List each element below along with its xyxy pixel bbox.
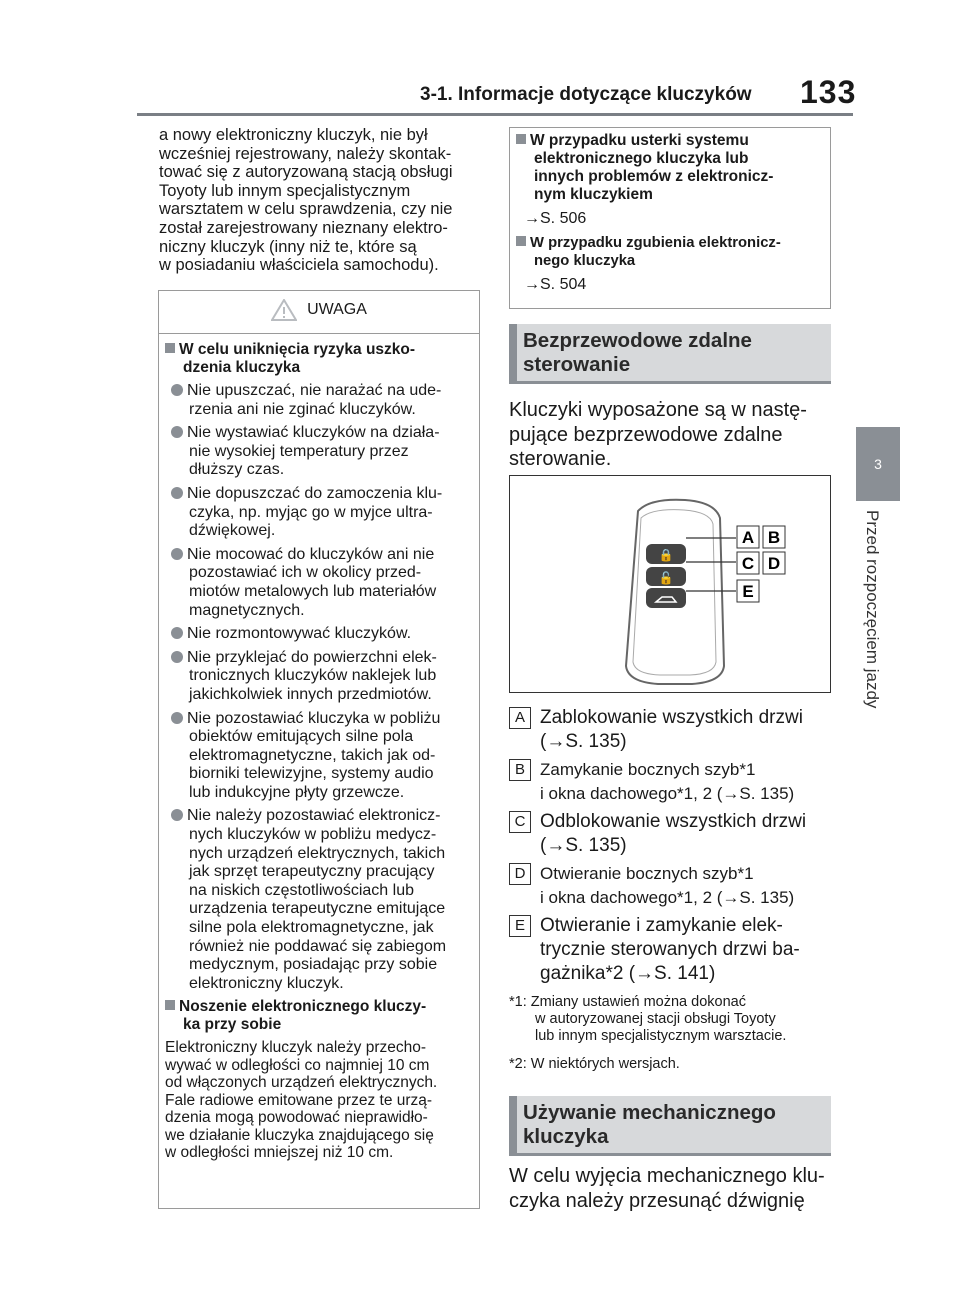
info-heading: W przypadku zgubienia elektronicz- nego kluczyka xyxy=(516,234,824,270)
dot-bullet-icon xyxy=(171,712,183,724)
chapter-label: Przed rozpoczęciem jazdy xyxy=(863,510,882,709)
heading-bar xyxy=(509,1096,517,1153)
text-line: a nowy elektroniczny kluczyk, nie był xyxy=(159,126,428,144)
body-paragraph: Kluczyki wyposażone są w nastę- pujące bezprzewodowe zdalne sterowanie. xyxy=(509,399,807,470)
info-box xyxy=(509,127,831,309)
body-paragraph: W celu wyjęcia mechanicznego klu- czyka należy przesunąć dźwignię xyxy=(509,1165,825,1212)
text-line: warsztatem w celu sprawdzenia, czy nie xyxy=(159,200,453,219)
section-heading: Używanie mechanicznego kluczyka xyxy=(509,1096,831,1156)
bullet-item: Nie przyklejać do powierzchni elek- tronicznych kluczyków naklejek lub jakichkolwiek innych przedmiotów. xyxy=(165,649,471,705)
warning-heading: W celu uniknięcia ryzyka uszko- dzenia kluczyka xyxy=(165,341,471,377)
dot-bullet-icon xyxy=(171,548,183,560)
header-rule xyxy=(137,113,853,116)
callout-label-a: A xyxy=(741,528,755,547)
divider xyxy=(159,333,479,334)
callout-label-b: B xyxy=(767,528,781,547)
unlock-button-symbol: 🔓 xyxy=(658,571,674,585)
text-line: tować się z autoryzowaną stacją obsługi xyxy=(159,163,453,182)
text-line: niczny kluczyk (inny niż te, które są xyxy=(159,237,417,256)
legend-badge: C xyxy=(509,811,531,833)
warning-heading: Noszenie elektronicznego kluczy- ka przy sobie xyxy=(165,998,471,1034)
bullet-item: Nie należy pozostawiać elektronicz- nych kluczyków w pobliżu medycz- nych urządzeń elektrycznych, takich jak sprzęt terapeutyczny pracujący na niskich częstotliwościach lub urządzenia terapeutyczne emitujące silne pola elektromagnetyczne, jak również nie poddawać się zabiegom medycznym, posiadając przy sobie elektroniczny kluczyk. xyxy=(165,807,471,993)
dot-bullet-icon xyxy=(171,384,183,396)
warning-header xyxy=(159,299,479,321)
dot-bullet-icon xyxy=(171,627,183,639)
footnote-1: *1: Zmiany ustawień można dokonać w autoryzowanej stacji obsługi Toyoty lub innym specjalistycznym warsztacie. xyxy=(509,994,787,1044)
heading-bar xyxy=(509,324,517,381)
bullet-item: Nie mocować do kluczyków ani nie pozostawiać ich w okolicy przed- miotów metalowych lub materiałów magnetycznych. xyxy=(165,546,471,620)
legend-badge: B xyxy=(509,759,531,781)
square-bullet-icon xyxy=(165,1000,175,1010)
intro-paragraph xyxy=(159,126,489,275)
info-heading: W przypadku usterki systemu elektronicznego kluczyka lub innych problemów z elektronicz- nym kluczykiem xyxy=(516,132,824,204)
page-number: 133 xyxy=(800,74,857,110)
dot-bullet-icon xyxy=(171,487,183,499)
chapter-tab: 3 xyxy=(856,427,900,501)
key-fob-illustration xyxy=(509,475,831,693)
bullet-item: Nie rozmontowywać kluczyków. xyxy=(165,625,471,644)
info-content xyxy=(516,132,824,300)
section-heading: Bezprzewodowe zdalne sterowanie xyxy=(509,324,831,384)
section-title: 3-1. Informacje dotyczące kluczyków xyxy=(420,84,752,105)
legend-badge: A xyxy=(509,707,531,729)
text-line: wcześniej rejestrowany, należy skontak- xyxy=(159,144,452,163)
footnote-2: *2: W niektórych wersjach. xyxy=(509,1056,680,1072)
bullet-item: Nie pozostawiać kluczyka w pobliżu obiektów emitujących silne pola elektromagnetyczne, takich jak od- biorniki telewizyjne, systemy audio lub indukcyjne płyty grzewcze. xyxy=(165,710,471,803)
square-bullet-icon xyxy=(165,343,175,353)
dot-bullet-icon xyxy=(171,809,183,821)
key-fob-svg xyxy=(510,476,830,692)
legend-badge: E xyxy=(509,915,531,937)
dot-bullet-icon xyxy=(171,651,183,663)
callout-label-e: E xyxy=(742,582,754,601)
trunk-button xyxy=(646,588,686,608)
square-bullet-icon xyxy=(516,134,526,144)
page-reference: →S. 504 xyxy=(524,276,587,293)
text-line: został zarejestrowany nieznany elektro- xyxy=(159,218,448,237)
warning-content xyxy=(165,341,471,1167)
warning-box xyxy=(158,290,480,1209)
callout-label-d: D xyxy=(767,554,781,573)
warning-triangle-icon xyxy=(271,299,297,321)
square-bullet-icon xyxy=(516,236,526,246)
text-line: w posiadaniu właściciela samochodu). xyxy=(159,256,439,275)
legend-badge: D xyxy=(509,863,531,885)
lock-button-symbol: 🔒 xyxy=(658,548,674,562)
callout-label-c: C xyxy=(741,554,755,573)
text-line: Toyoty lub innym specjalistycznym xyxy=(159,181,411,200)
bullet-item: Nie dopuszczać do zamoczenia klu- czyka, np. myjąc go w myjce ultra- dźwiękowej. xyxy=(165,485,471,541)
bullet-item: Nie wystawiać kluczyków na działa- nie wysokiej temperatury przez dłuższy czas. xyxy=(165,424,471,480)
warning-paragraph: Elektroniczny kluczyk należy przecho- wywać w odległości co najmniej 10 cm od włączonych urządzeń elektrycznych. Fale radiowe emitowane przez te urzą- dzenia mogą powodować nieprawidło- we działanie kluczyka znajdującego się w odległości mniejszej niż 10 cm. xyxy=(165,1039,438,1162)
dot-bullet-icon xyxy=(171,426,183,438)
page-reference: →S. 506 xyxy=(524,210,587,227)
bullet-item: Nie upuszczać, nie narażać na ude- rzenia ani nie zginać kluczyków. xyxy=(165,382,471,419)
warning-title: UWAGA xyxy=(307,301,367,319)
